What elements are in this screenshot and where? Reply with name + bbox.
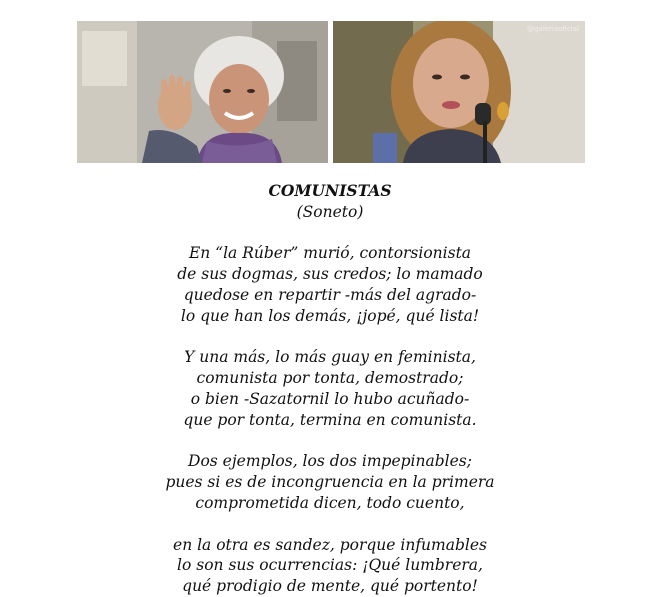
- woman-waving-illustration: [77, 21, 328, 163]
- stanza-3: [0, 451, 660, 513]
- poem-line: comunista por tonta, demostrado;: [196, 369, 464, 388]
- photo-watermark: @galeriaoficial: [527, 25, 579, 33]
- poem-line: comprometida dicen, todo cuento,: [195, 493, 465, 512]
- poem-line: quedose en repartir -más del agrado-: [183, 285, 477, 304]
- poem-line: o bien -Sazatornil lo hubo acuñado-: [190, 389, 470, 408]
- stanza-4: [0, 535, 660, 597]
- woman-speaking-illustration: [333, 21, 585, 163]
- poem-line: lo que han los demás, ¡jopé, qué lista!: [180, 306, 480, 325]
- poem-line: lo son sus ocurrencias: ¡Qué lumbrera,: [177, 556, 483, 575]
- poem-title: COMUNISTAS: [268, 181, 392, 200]
- poem-line: en la otra es sandez, porque infumables: [173, 535, 487, 554]
- poem: [0, 181, 660, 597]
- poem-line: Dos ejemplos, los dos impepinables;: [188, 452, 472, 471]
- photo-woman-speaking: [333, 21, 585, 163]
- stanza-1: [0, 243, 660, 326]
- poem-line: pues si es de incongruencia en la primera: [165, 473, 495, 492]
- poem-line: Y una más, lo más guay en feminista,: [184, 348, 476, 367]
- poem-line: En “la Rúber” murió, contorsionista: [188, 244, 472, 263]
- photo-woman-waving: [77, 21, 328, 163]
- stanza-2: [0, 347, 660, 430]
- poem-line: que por tonta, termina en comunista.: [183, 410, 477, 429]
- poem-line: qué prodigio de mente, qué portento!: [182, 577, 478, 596]
- poem-subtitle: (Soneto): [296, 202, 364, 221]
- poem-line: de sus dogmas, sus credos; lo mamado: [177, 265, 483, 284]
